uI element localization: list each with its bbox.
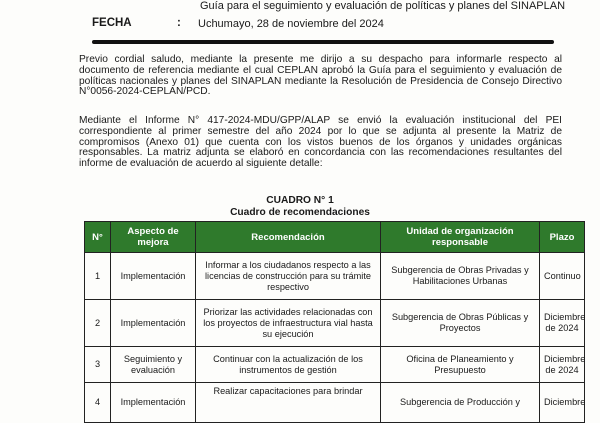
table-title: CUADRO N° 1 (266, 195, 334, 206)
table-row (85, 383, 585, 423)
fecha-label: FECHA (92, 17, 132, 29)
cell: 1 (85, 253, 111, 300)
cell: 2 (85, 300, 111, 347)
cell: Informar a los ciudadanos respecto a las licencias de construcción para su trámite respectivo (196, 253, 381, 300)
cell: Seguimiento y evaluación (111, 347, 196, 383)
recommendations-table (84, 221, 585, 423)
fecha-colon: : (177, 17, 181, 29)
table-row (85, 300, 585, 347)
paragraph-2: Mediante el Informe N° 417-2024-MDU/GPP/ALAP se envió la evaluación institucional del PEI correspondiente al primer semestre del año 2024 por lo que se adjunta al presente la Matriz de compromisos (Anexo 01) que cuenta con los vistos buenos de los órganos y unidades orgánicas responsables. La matriz adjunta se elaboró en concordancia con las recomendaciones resultantes del informe de evaluación de acuerdo al siguiente detalle: (79, 115, 562, 170)
divider (92, 40, 554, 44)
table-row (85, 347, 585, 383)
cell: Diciembre (540, 383, 585, 423)
header-cell: Unidad de organización responsable (381, 222, 540, 253)
cell: Subgerencia de Obras Públicas y Proyectos (381, 300, 540, 347)
paragraph-1: Previo cordial saludo, mediante la presente me dirijo a su despacho para informarle respecto al documento de referencia mediante el cual CEPLAN aprobó la Guía para el seguimiento y evaluación de políticas nacionales y planes del SINAPLAN mediante la Resolución de Presidencia de Consejo Directivo N°0056-2024-CEPLAN/PCD. (79, 54, 562, 98)
table-header (85, 222, 585, 253)
cell: Continuar con la actualización de los instrumentos de gestión (196, 347, 381, 383)
header-cell: Recomendación (196, 222, 381, 253)
cell: 3 (85, 347, 111, 383)
cell: Implementación (111, 253, 196, 300)
header-cell: Plazo (540, 222, 585, 253)
cell: Realizar capacitaciones para brindar (196, 383, 381, 423)
cell: Subgerencia de Producción y (381, 383, 540, 423)
cell: Diciembre de 2024 (540, 300, 585, 347)
header-cell: N° (85, 222, 111, 253)
cell: Implementación (111, 300, 196, 347)
fecha-value: Uchumayo, 28 de noviembre del 2024 (198, 18, 384, 30)
table-row (85, 253, 585, 300)
header-cell: Aspecto de mejora (111, 222, 196, 253)
cell: Continuo (540, 253, 585, 300)
table-subtitle: Cuadro de recomendaciones (230, 207, 370, 218)
cell: Subgerencia de Obras Privadas y Habilitaciones Urbanas (381, 253, 540, 300)
header-subject: Guía para el seguimiento y evaluación de políticas y planes del SINAPLAN (200, 0, 566, 12)
cell: Implementación (111, 383, 196, 423)
cell: Oficina de Planeamiento y Presupuesto (381, 347, 540, 383)
cell: Priorizar las actividades relacionadas con los proyectos de infraestructura vial hasta su ejecución (196, 300, 381, 347)
cell: Diciembre de 2024 (540, 347, 585, 383)
cell: 4 (85, 383, 111, 423)
